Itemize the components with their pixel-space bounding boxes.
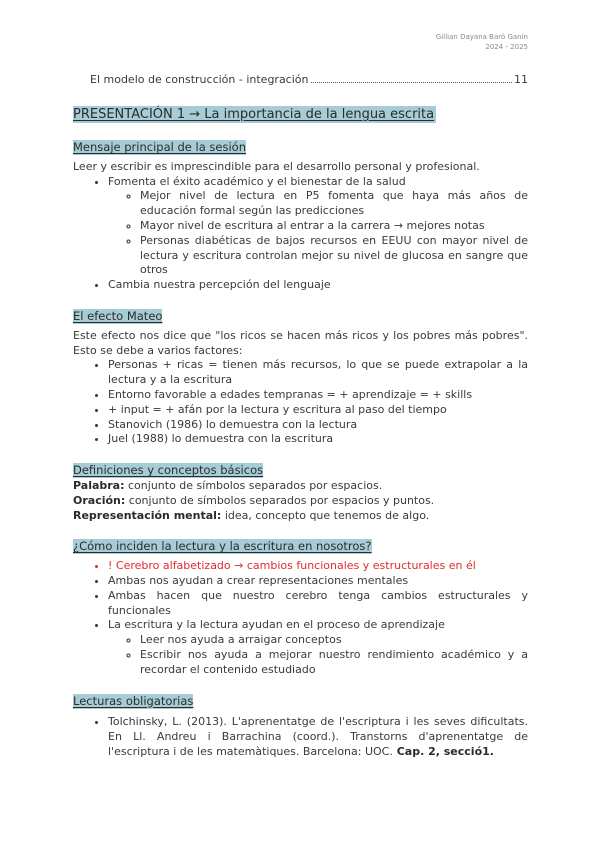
section-definiciones	[73, 463, 528, 523]
section-heading: Definiciones y conceptos básicos	[73, 463, 264, 478]
toc-label: El modelo de construcción - integración	[90, 73, 309, 86]
paragraph: Este efecto nos dice que "los ricos se hacen más ricos y los pobres más pobres". Esto se debe a varios factores:	[73, 328, 528, 357]
list-item: • La escritura y la lectura ayudan en el proceso de aprendizaje ◦ Leer nos ayuda a arraigar conceptos ◦ Escribir nos ayuda a mejorar nuestro rendimiento académico y a recordar el contenido estudiado	[108, 618, 528, 677]
toc-leader-dots	[311, 82, 513, 83]
definition: Representación mental: idea, concepto que tenemos de algo.	[73, 508, 430, 522]
reference-item: • Tolchinsky, L. (2013). L'aprenentatge de l'escriptura i les seves dificultats. En Ll. Andreu i Barrachina (coord.). Transtorns d'aprenentatge de l'escriptura i de les matemàtiques. Barcelona: UOC. Cap. 2, secció1.	[108, 715, 528, 759]
list-item: ◦ Mejor nivel de lectura en P5 fomenta que haya más años de educación formal según las predicciones	[140, 189, 528, 219]
section-mateo	[73, 309, 528, 447]
bullet-list	[73, 559, 528, 677]
section-lecturas	[73, 694, 528, 760]
list-item: • Juel (1988) lo demuestra con la escritura	[108, 432, 528, 447]
section-heading: Lecturas obligatorias	[73, 693, 194, 708]
section-mensaje	[73, 140, 528, 293]
list-item: • Ambas nos ayudan a crear representaciones mentales	[108, 574, 528, 589]
section-heading: ¿Cómo inciden la lectura y la escritura en nosotros?	[73, 539, 372, 554]
list-item: • Ambas hacen que nuestro cerebro tenga cambios estructurales y funcionales	[108, 589, 528, 619]
list-item: • Stanovich (1986) lo demuestra con la lectura	[108, 418, 528, 433]
list-item: • + input = + afán por la lectura y escritura al paso del tiempo	[108, 403, 528, 418]
toc-page-number: 11	[514, 73, 528, 86]
list-item: • Fomenta el éxito académico y el bienestar de la salud ◦ Mejor nivel de lectura en P5 fomenta que haya más años de educación formal según las predicciones ◦ Mayor nivel de escritura al entrar a la carrera → mejores notas ◦ Personas diabéticas de bajos recursos en EEUU con mayor nivel de lectura y escritura controlan mejor su nivel de glucosa en sangre que otros	[108, 175, 528, 279]
sub-bullet-list	[108, 633, 528, 677]
list-item: ◦ Personas diabéticas de bajos recursos en EEUU con mayor nivel de lectura y escritura controlan mejor su nivel de glucosa en sangre que otros	[140, 234, 528, 278]
bullet-list	[73, 715, 528, 759]
list-item: • Personas + ricas = tienen más recursos, lo que se puede extrapolar a la lectura y a la escritura	[108, 358, 528, 388]
paragraph: Leer y escribir es imprescindible para el desarrollo personal y profesional.	[73, 159, 480, 173]
definition: Palabra: conjunto de símbolos separados por espacios.	[73, 478, 383, 492]
academic-year: 2024 - 2025	[485, 43, 528, 51]
section-heading: Mensaje principal de la sesión	[73, 140, 246, 154]
main-content	[73, 106, 528, 760]
list-item: ◦ Escribir nos ayuda a mejorar nuestro rendimiento académico y a recordar el contenido estudiado	[140, 648, 528, 678]
bullet-list	[73, 175, 528, 293]
section-heading: El efecto Mateo	[73, 308, 163, 323]
author-name: Gillian Dayana Baró Ganín	[435, 33, 528, 41]
definition: Oración: conjunto de símbolos separados por espacios y puntos.	[73, 493, 435, 507]
sub-bullet-list	[108, 189, 528, 278]
section-inciden	[73, 539, 528, 677]
list-item: • Entorno favorable a edades tempranas = + aprendizaje = + skills	[108, 388, 528, 403]
toc-entry[interactable]	[90, 73, 528, 86]
list-item: • Cambia nuestra percepción del lenguaje	[108, 278, 528, 293]
presentation-title: PRESENTACIÓN 1 → La importancia de la lengua escrita	[73, 107, 435, 122]
list-item: ◦ Leer nos ayuda a arraigar conceptos	[140, 633, 528, 648]
list-item: ◦ Mayor nivel de escritura al entrar a la carrera → mejores notas	[140, 219, 528, 234]
highlighted-list-item: • ! Cerebro alfabetizado → cambios funcionales y estructurales en él	[108, 559, 528, 574]
page-header	[436, 32, 528, 52]
bullet-list	[73, 358, 528, 447]
